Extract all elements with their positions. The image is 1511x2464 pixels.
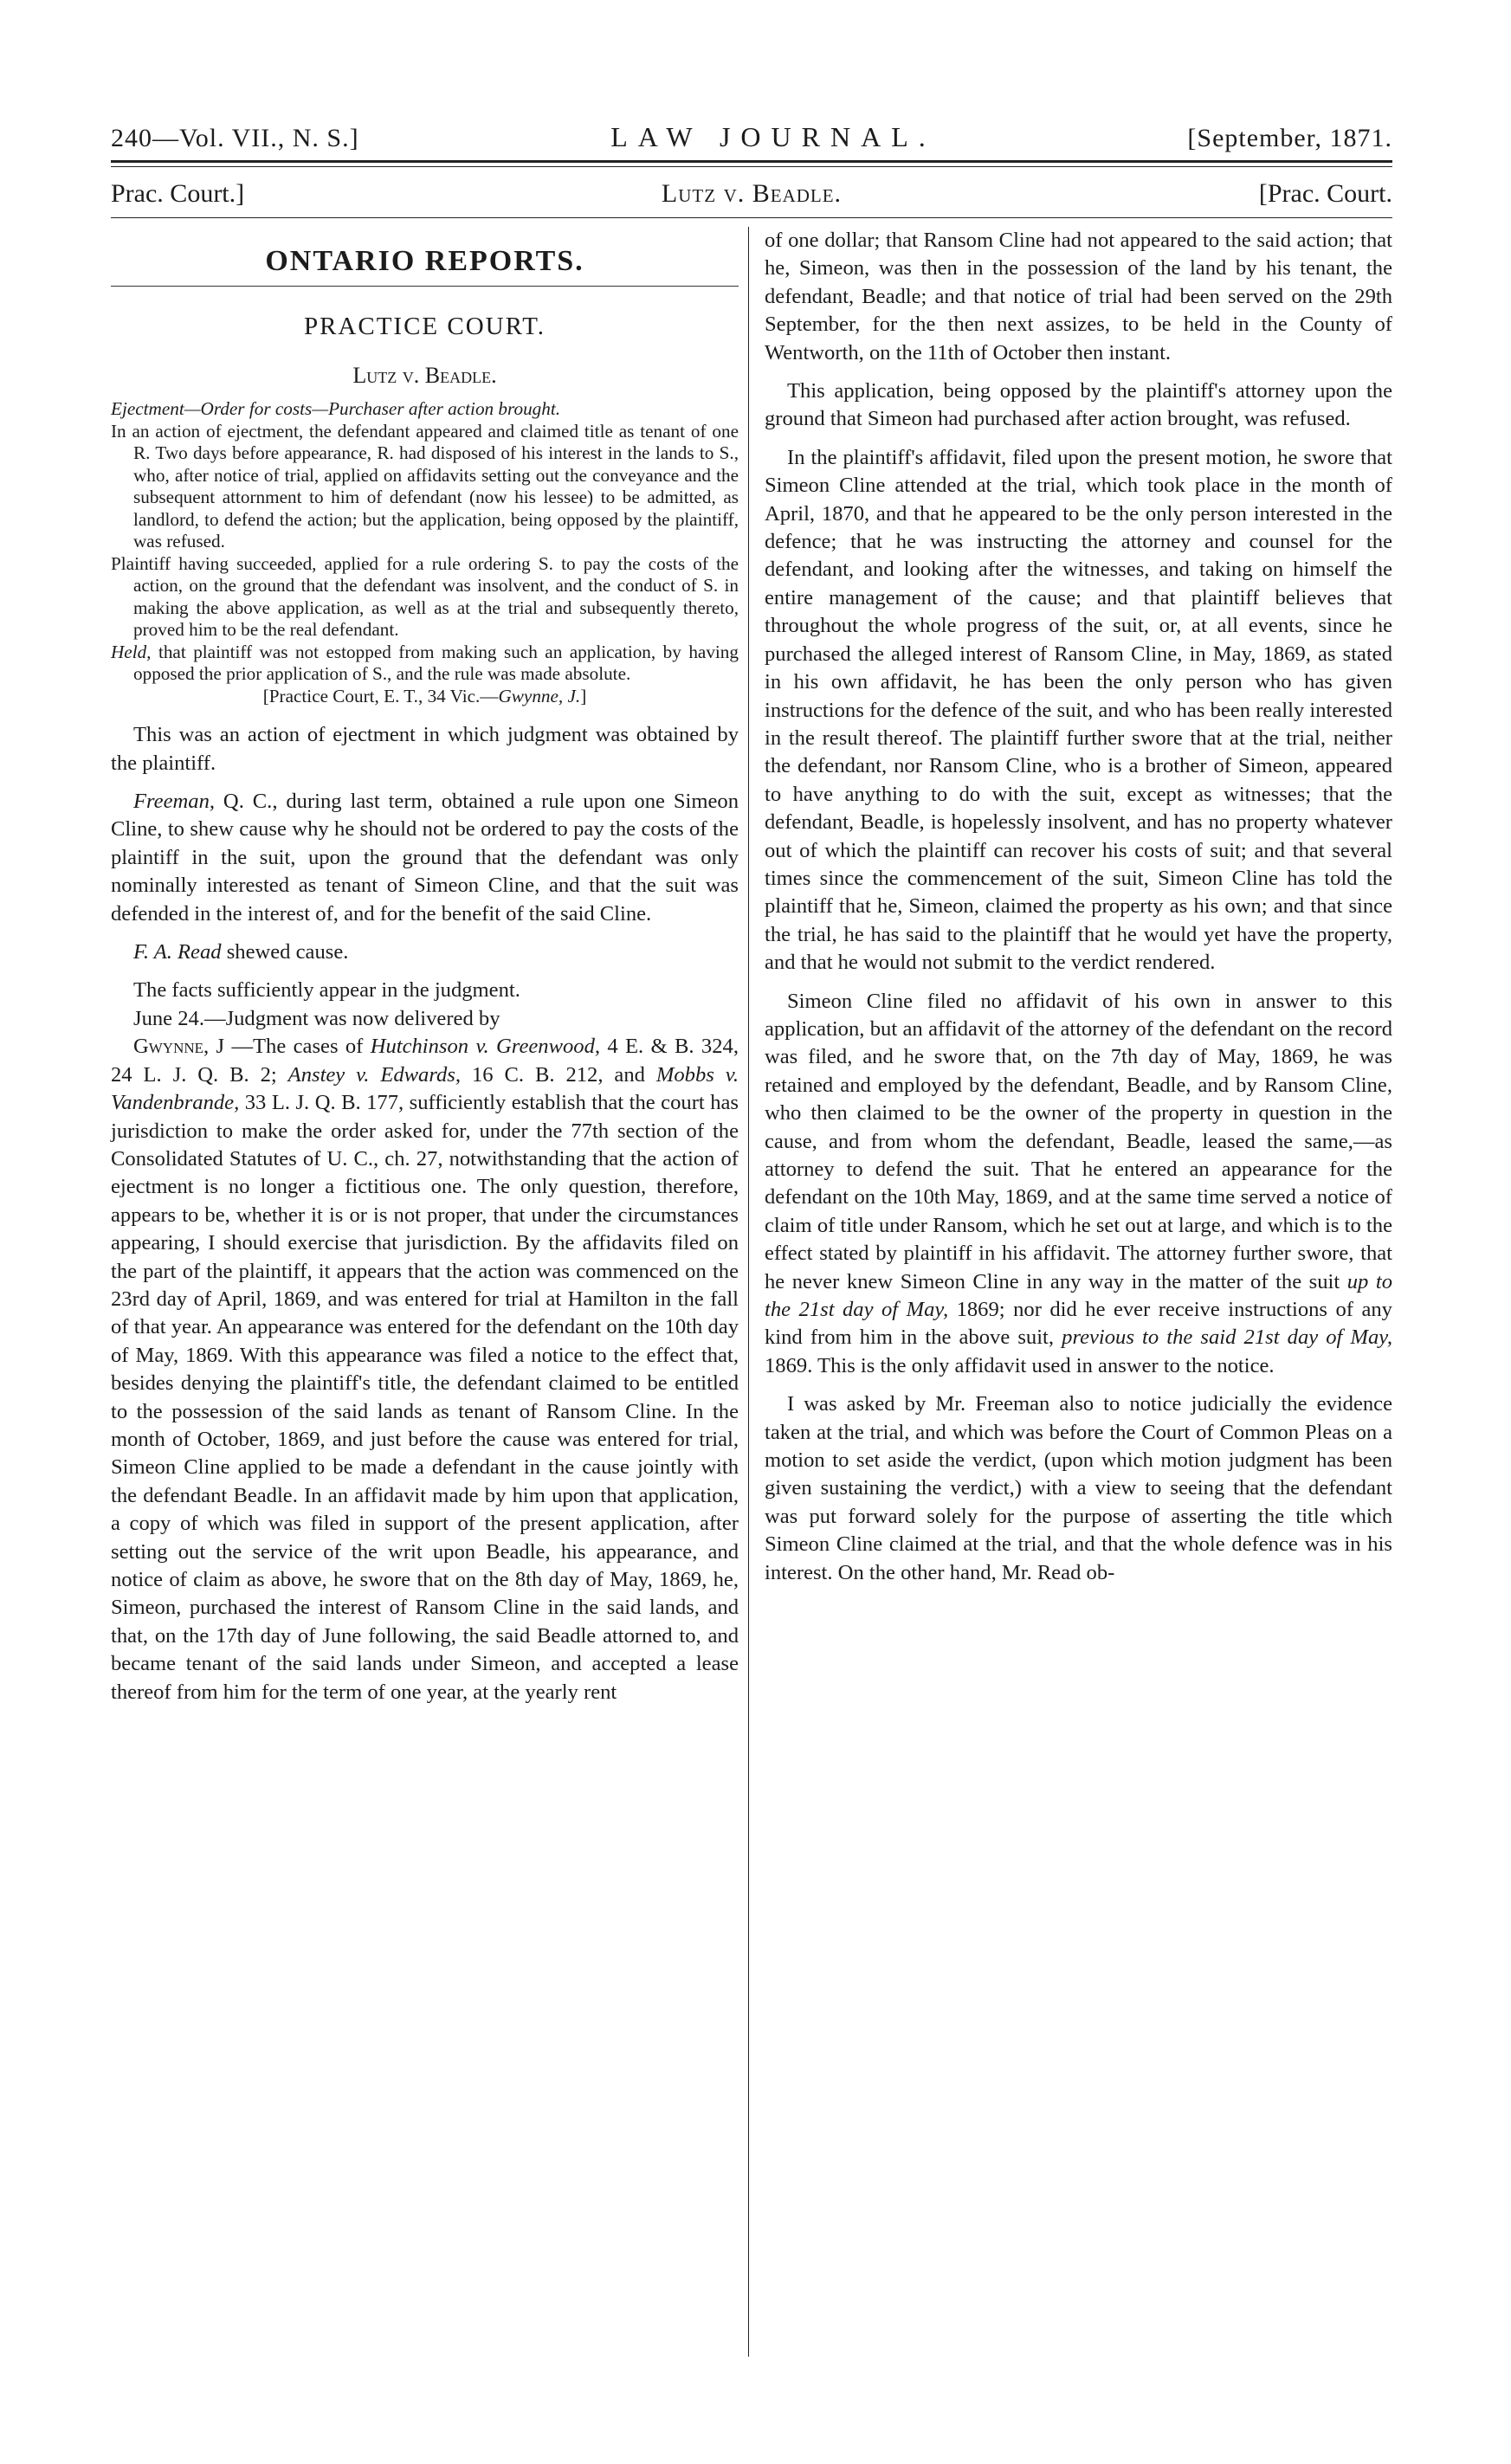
paragraph-text: 1869. This is the only affidavit used in answer to the notice.: [765, 1353, 1275, 1377]
running-head-date: [September, 1871.: [1187, 124, 1392, 152]
paragraph-text: 1869; nor did he ever receive instructions of any kind from him in the above suit,: [765, 1298, 1392, 1350]
paragraph: [111, 939, 739, 966]
paragraph: In the plaintiff's affidavit, filed upon the present motion, he swore that Simeon Cline attended at the trial, which took place in the month of April, 1870, and that he appeared to be the only person interested in the defence; that he was instructing the attorney and counsel for the defendant, and looking after the witnesses, and taking on himself the entire management of the cause; and that plaintiff believes that throughout the whole progress of the suit, or, at all events, since he purchased the alleged interest of Ransom Cline, in May, 1869, as stated in his own affidavit, he has been the only person who has given instructions for the defence of the suit, and who has been really interested in the result thereof. The plaintiff further swore that at the trial, neither the defendant, nor Ransom Cline, who is a brother of Simeon, appeared to have anything to do with the suit, except as witnesses; that the defendant, Beadle, is hopelessly insolvent, and has no property whatever out of which the plaintiff can recover his costs of suit; and that several times since the commencement of the suit, Simeon Cline has told the plaintiff that he, Simeon, claimed the property as his own; and that since the trial, he has said to the plaintiff that he would yet have the property, and that he would not submit to the verdict rendered.: [765, 445, 1392, 975]
headnote-paragraph: In an action of ejectment, the defendant appeared and claimed title as tenant of one R. Two days before appearance, R. had disposed of his interest in the lands to S., who, after notice of trial, applied on affidavits setting out the conveyance and the subsequent attornment to him of defendant (now his lessee) to be admitted, as landlord, to defend the action; but the application, being opposed by the plaintiff, was refused.: [111, 420, 739, 552]
journal-title: LAW JOURNAL.: [610, 121, 936, 152]
page: [111, 121, 1392, 1706]
column-divider: [748, 227, 749, 2357]
left-column: [111, 227, 751, 1706]
case-title: Lutz v. Beadle.: [352, 362, 497, 388]
court-title: PRACTICE COURT.: [303, 313, 546, 341]
headnote-held: [111, 642, 739, 686]
headnote: [111, 398, 739, 707]
held-text: that plaintiff was not estopped from making such an application, by having opposed the prior application of S., and the rule was made absolute.: [133, 641, 739, 685]
case-citation: Hutchinson v. Greenwood,: [370, 1035, 601, 1059]
paragraph-text: Simeon Cline filed no affidavit of his own in answer to this application, but an affidavit of the attorney of the defendant on the record was filed, and he swore that, on the 7th day of May, 1869, he was retained and employed by the defendant, Beadle, and by Ransom Cline, who then claimed to be the owner of the property in question in the cause, and from whom the defendant, Beadle, leased the same,—as attorney to defend the suit. That he entered an appearance for the defendant on the 10th May, 1869, and at the same time served a notice of claim of title under Ransom, which he set out at large, and which is to the effect stated by plaintiff in his affidavit. The attorney further swore, that he never knew Simeon Cline in any way in the matter of the suit: [765, 989, 1392, 1293]
section-head: [111, 179, 1392, 209]
paragraph: This was an action of ejectment in which judgment was obtained by the plaintiff.: [111, 723, 739, 775]
right-body: [765, 227, 1392, 1587]
right-column: [751, 227, 1392, 1706]
emphasis: up to the 21st day of May,: [765, 1269, 1392, 1322]
counsel-name: F. A. Read: [133, 940, 222, 964]
section-head-left: Prac. Court.]: [111, 179, 245, 208]
paragraph: of one dollar; that Ransom Cline had not appeared to the said action; that he, Simeon, was then in the possession of the land by his tenant, the defendant, Beadle; and that notice of trial had been served on the 29th September, for the then next assizes, to be held in the County of Wentworth, on the 11th of October then instant.: [765, 229, 1392, 364]
left-body: [111, 721, 739, 1706]
paragraph-text: 4 E. & B. 324, 24 L. J. Q. B. 2;: [111, 1035, 739, 1087]
running-head-left: 240—Vol. VII., N. S.]: [111, 124, 359, 152]
paragraph: [111, 788, 739, 928]
two-column-body: [111, 227, 1392, 1706]
paragraph: [765, 988, 1392, 1381]
citation-text: [Practice Court, E. T., 34 Vic.—: [262, 685, 499, 706]
headnote-citation: [111, 686, 739, 708]
judgment-paragraph: [111, 1033, 739, 1706]
paragraph: The facts sufficiently appear in the judgment.: [133, 978, 520, 1003]
citation-judge: Gwynne, J.: [498, 685, 581, 706]
paragraph-text: shewed cause.: [221, 940, 349, 964]
judge-name: Gwynne, J: [133, 1035, 225, 1059]
header-rule-thin: [111, 166, 1392, 167]
paragraph: June 24.—Judgment was now delivered by: [133, 1006, 500, 1030]
section-rule: [111, 217, 1392, 218]
header-rule: [111, 160, 1392, 163]
case-citation: Anstey v. Edwards,: [287, 1062, 462, 1087]
paragraph-text: —The cases of: [224, 1035, 371, 1059]
section-head-case: Lutz v. Beadle.: [661, 179, 843, 208]
paragraph: I was asked by Mr. Freeman also to notice judicially the evidence taken at the trial, and which was before the Court of Common Pleas on a motion to set aside the verdict, (upon which motion judgment has been given sustaining the verdict,) with a view to seeing that the defendant was put forward solely for the purpose of asserting the title which Simeon Cline claimed at the trial, and that the whole defence was in his interest. On the other hand, Mr. Read ob-: [765, 1392, 1392, 1584]
emphasis: previous to the said 21st day of May,: [1062, 1326, 1392, 1350]
paragraph: This application, being opposed by the plaintiff's attorney upon the ground that Simeon had purchased after action brought, was refused.: [765, 379, 1392, 431]
section-head-right: [Prac. Court.: [1258, 179, 1392, 208]
paragraph-text: Q. C., during last term, obtained a rule upon one Simeon Cline, to shew cause why he should not be ordered to pay the costs of the plaintiff in the suit, upon the ground that the defendant was only nominally interested as tenant of Simeon Cline, and that the suit was defended in the interest of, and for the benefit of the said Cline.: [111, 790, 739, 926]
running-head: [111, 121, 1392, 153]
case-citation: Mobbs v. Vandenbrande,: [111, 1062, 739, 1115]
paragraph-text: 33 L. J. Q. B. 177, sufficiently establish that the court has jurisdiction to make the order asked for, under the 77th section of the Consolidated Statutes of U. C., ch. 27, notwithstanding that the action of ejectment is no longer a fictitious one. The only question, therefore, appears to be, whether it is or is not proper, that under the circumstances appearing, I should exercise that jurisdiction. By the affidavits filed on the part of the plaintiff, it appears that the action was commenced on the 23rd day of April, 1869, and was entered for trial at Hamilton in the fall of that year. An appearance was entered for the defendant on the 10th day of May, 1869. With this appearance was filed a notice to the effect that, besides denying the plaintiff's title, the defendant claimed to be entitled to the possession of the said lands as tenant of Ransom Cline. In the month of October, 1869, and just before the cause was entered for trial, Simeon Cline applied to be made a defendant in the cause jointly with the defendant Beadle. In an affidavit made by him upon that application, a copy of which was filed in support of the present application, after setting out the service of the writ upon Beadle, his appearance, and notice of claim as above, he swore that on the 8th day of May, 1869, he, Simeon, purchased the interest of Ransom Cline in the said lands, and that, on the 17th day of June following, the said Beadle attorned to, and became tenant of the said lands under Simeon, and accepted a lease thereof from him for the term of one year, at the yearly rent: [111, 1091, 739, 1704]
counsel-name: Freeman,: [133, 790, 216, 814]
title-rule: [111, 286, 739, 287]
paragraph-text: 16 C. B. 212, and: [461, 1062, 656, 1087]
citation-close: ]: [580, 685, 587, 706]
reports-title: ONTARIO REPORTS.: [265, 245, 584, 277]
headnote-subject: Ejectment—Order for costs—Purchaser after action brought.: [111, 398, 561, 420]
held-word: Held,: [111, 641, 152, 662]
headnote-paragraph: Plaintiff having succeeded, applied for a rule ordering S. to pay the costs of the action, on the ground that the defendant was insolvent, and the conduct of S. in making the above application, as well as at the trial and subsequently thereto, proved him to be the real defendant.: [111, 552, 739, 641]
